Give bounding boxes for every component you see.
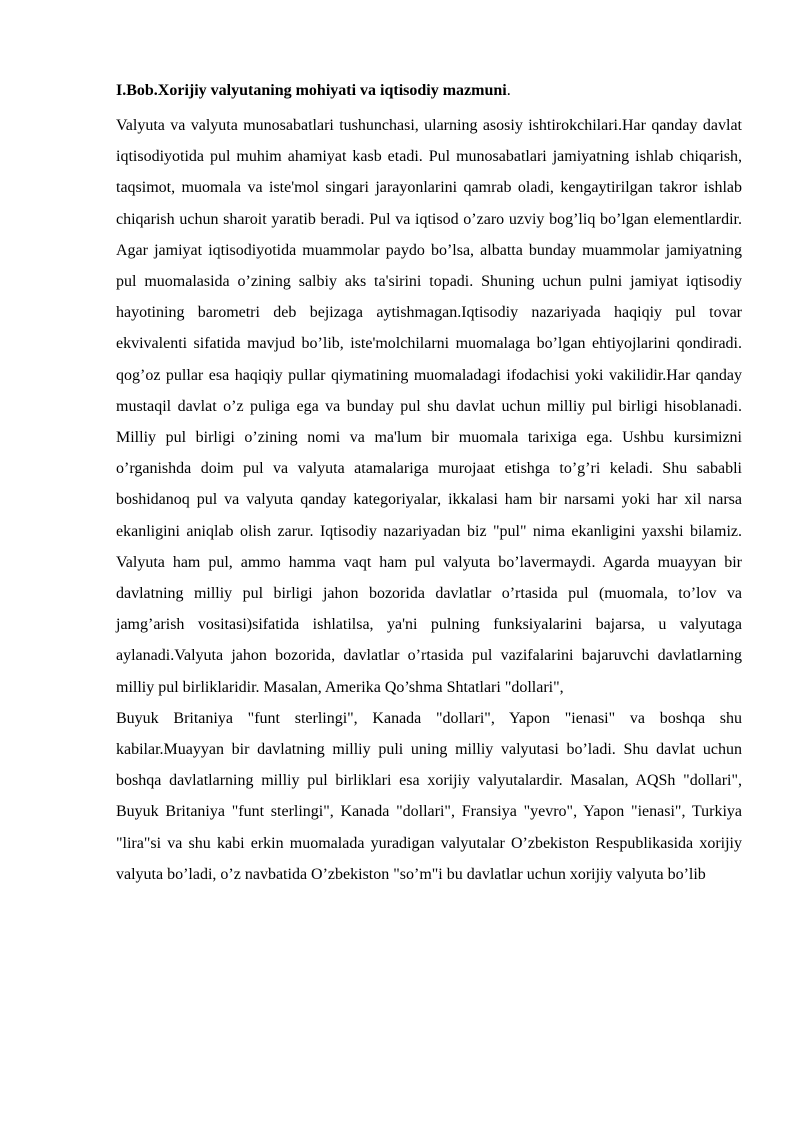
chapter-heading-punct: . xyxy=(506,82,511,99)
body-paragraph-2: Buyuk Britaniya "funt sterlingi", Kanada "dollari", Yapon "ienasi" va boshqa shu kabilar.Muayyan bir davlatning milliy puli uning milliy valyutasi bo’ladi. Shu davlat uchun boshqa davlatlarning milliy pul birliklari esa xorijiy valyutalardir. Masalan, AQSh "dollari", Buyuk Britaniya "funt sterlingi", Kanada "dollari", Fransiya "yevro", Yapon "ienasi", Turkiya "lira"si va shu kabi erkin muomalada yuradigan valyutalar O’zbekiston Respublikasida xorijiy valyuta bo’ladi, o’z navbatida O’zbekiston "so’m"i bu davlatlar uchun xorijiy valyuta bo’lib xyxy=(116,709,742,883)
chapter-heading xyxy=(116,76,742,106)
body-paragraph-1: Valyuta va valyuta munosabatlari tushunchasi, ularning asosiy ishtirokchilari.Har qanday davlat iqtisodiyotida pul muhim ahamiyat kasb etadi. Pul munosabatlari jamiyatning ishlab chiqarish, taqsimot, muomala va iste'mol singari jarayonlarini qamrab oladi, kengaytirilgan takror ishlab chiqarish uchun sharoit yaratib beradi. Pul va iqtisod o’zaro uzviy bog’liq bo’lgan elementlardir. Agar jamiyat iqtisodiyotida muammolar paydo bo’lsa, albatta bunday muammolar jamiyatning pul muomalasida o’zining salbiy aks ta'sirini topadi. Shuning uchun pulni jamiyat iqtisodiy hayotining barometri deb bejizaga aytishmagan.Iqtisodiy nazariyada haqiqiy pul tovar ekvivalenti sifatida mavjud bo’lib, iste'molchilarni muomalaga bo’lgan ehtiyojlarini qondiradi. qog’oz pullar esa haqiqiy pullar qiymatining muomaladagi ifodachisi yoki vakilidir.Har qanday mustaqil davlat o’z puliga ega va bunday pul shu davlat uchun milliy pul birligi hisoblanadi. Milliy pul birligi o’zining nomi va ma'lum bir muomala tarixiga ega. Ushbu kursimizni o’rganishda doim pul va valyuta atamalariga murojaat etishga to’g’ri keladi. Shu sababli boshidanoq pul va valyuta qanday kategoriyalar, ikkalasi ham bir narsami yoki har xil narsa ekanligini aniqlab olish zarur. Iqtisodiy nazariyadan biz "pul" nima ekanligini yaxshi bilamiz. Valyuta ham pul, ammo hamma vaqt ham pul valyuta bo’lavermaydi. Agarda muayyan bir davlatning milliy pul birligi jahon bozorida davlatlar o’rtasida pul (muomala, to’lov va jamg’arish vositasi)sifatida ishlatilsa, ya'ni pulning funksiyalarini bajarsa, u valyutaga aylanadi.Valyuta jahon bozorida, davlatlar o’rtasida pul vazifalarini bajaruvchi davlatlarning milliy pul birliklaridir. Masalan, Amerika Qo’shma Shtatlari "dollari", xyxy=(116,117,742,696)
chapter-heading-text: I.Bob.Xorijiy valyutaning mohiyati va iqtisodiy mazmuni xyxy=(116,82,507,99)
